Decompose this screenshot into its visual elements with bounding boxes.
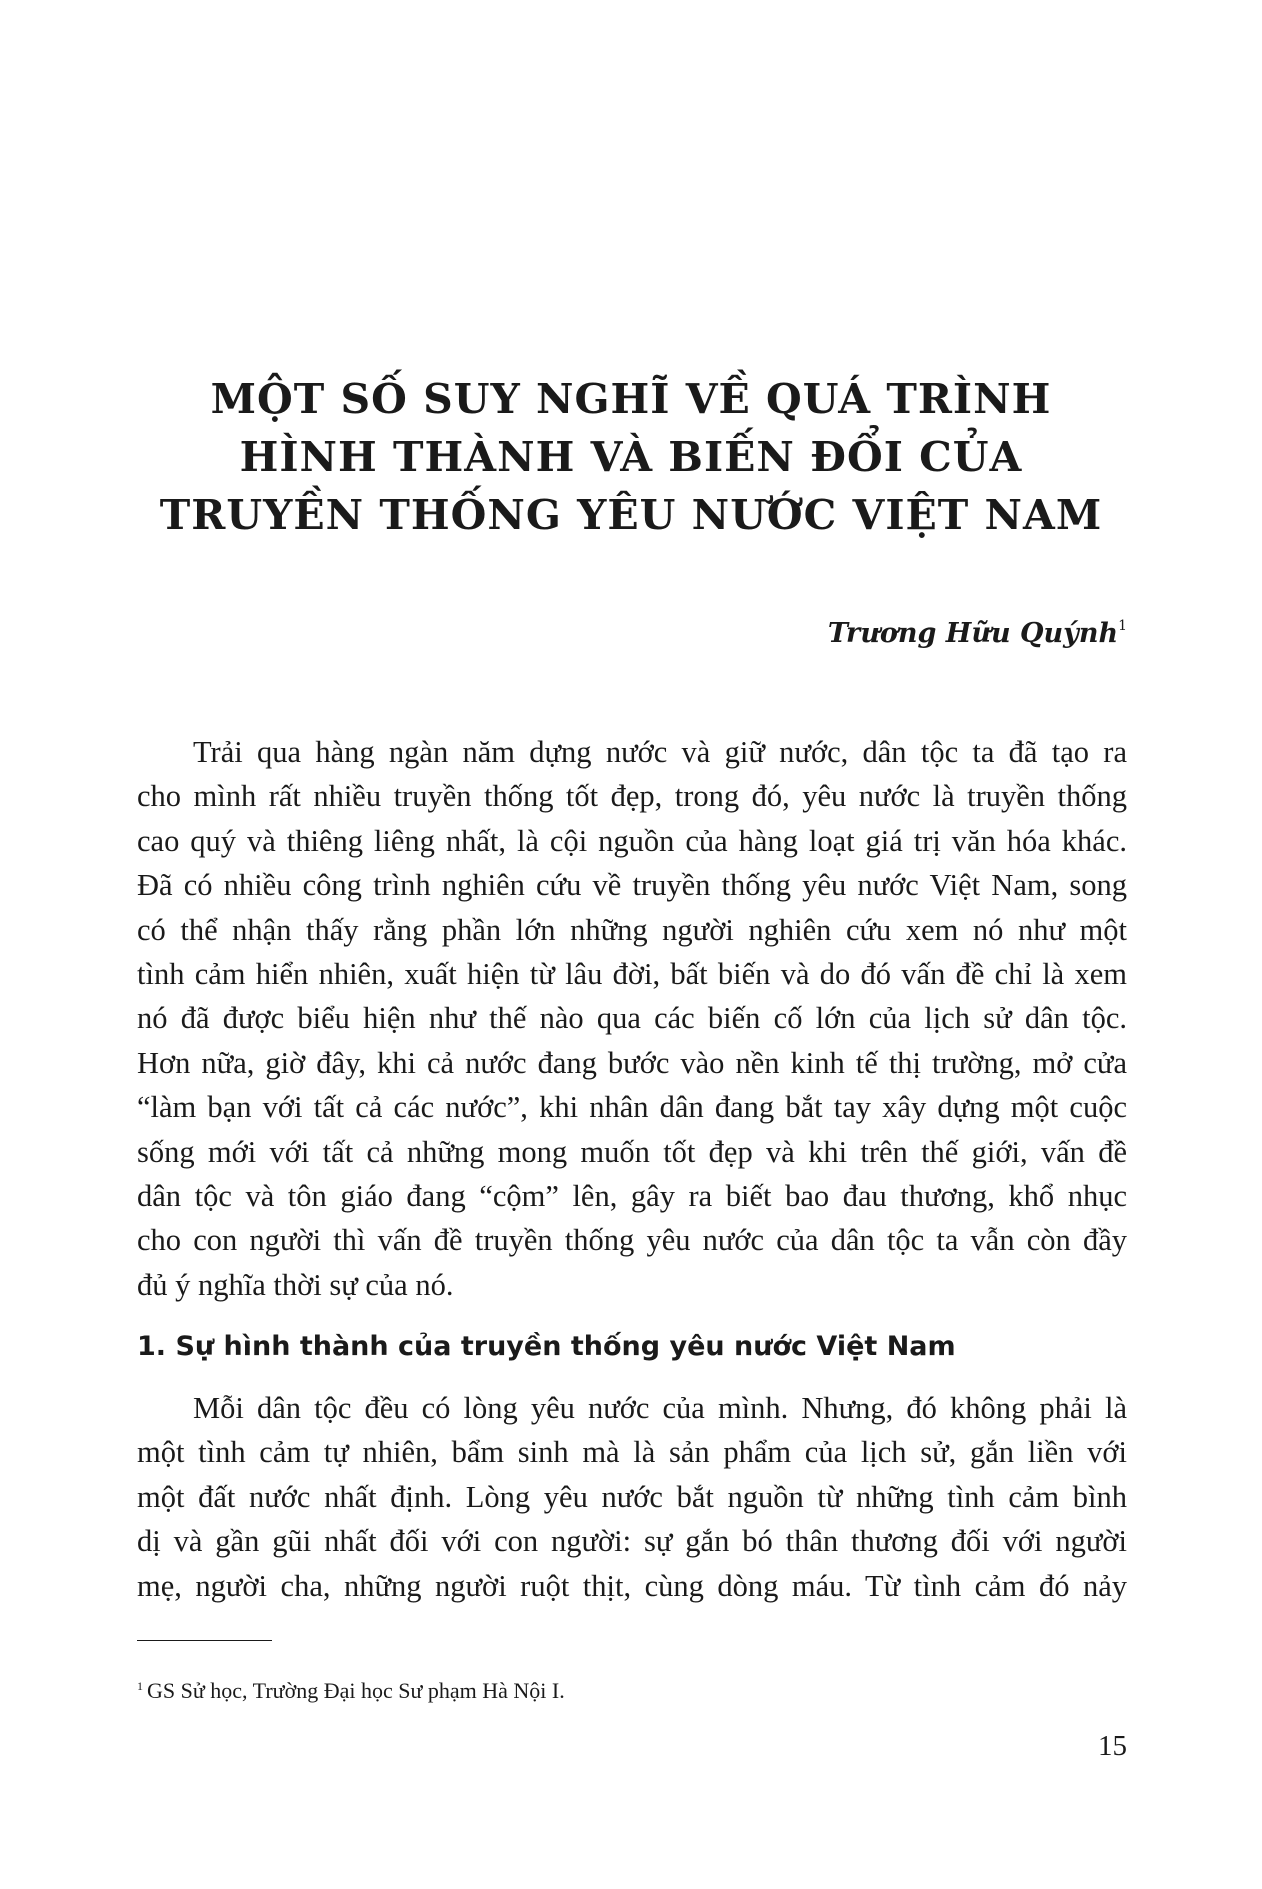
paragraph-line: Mỗi dân tộc đều có lòng yêu nước của mình. Nhưng, đó không phải là: [193, 1391, 1127, 1425]
title-line: MỘT SỐ SUY NGHĨ VỀ QUÁ TRÌNH: [210, 375, 1052, 423]
paragraph-line: dân tộc và tôn giáo đang “cộm” lên, gây ra biết bao đau thương, khổ nhục: [137, 1179, 1127, 1214]
author-footnote-mark: 1: [1118, 618, 1127, 634]
author-name: Trương Hữu Quýnh: [827, 618, 1119, 649]
footnote-text: GS Sử học, Trường Đại học Sư phạm Hà Nội I.: [147, 1678, 565, 1703]
paragraph-line: nó đã được biểu hiện như thế nào qua các biến cố lớn của lịch sử dân tộc.: [137, 1001, 1127, 1036]
section-paragraph: [137, 1386, 1127, 1608]
footnote-mark: 1: [137, 1679, 143, 1693]
footnote-divider: [137, 1640, 272, 1641]
intro-paragraph: [137, 730, 1127, 1307]
paragraph-line: “làm bạn với tất cả các nước”, khi nhân dân đang bắt tay xây dựng một cuộc: [137, 1090, 1127, 1125]
title-line: HÌNH THÀNH VÀ BIẾN ĐỔI CỦA: [239, 433, 1023, 481]
paragraph-line: một đất nước nhất định. Lòng yêu nước bắt nguồn từ những tình cảm bình: [137, 1479, 1127, 1514]
paragraph-line: tình cảm hiển nhiên, xuất hiện từ lâu đời, bất biến và do đó vấn đề chỉ là xem: [137, 957, 1127, 992]
paragraph-line: cho con người thì vấn đề truyền thống yêu nước của dân tộc ta vẫn còn đầy: [137, 1223, 1127, 1258]
paragraph-line: Trải qua hàng ngàn năm dựng nước và giữ nước, dân tộc ta đã tạo ra: [193, 735, 1127, 769]
article-title: [120, 370, 1142, 544]
author-byline: [828, 618, 1127, 649]
paragraph-line: sống mới với tất cả những mong muốn tốt đẹp và khi trên thế giới, vấn đề: [137, 1134, 1127, 1169]
title-line: TRUYỀN THỐNG YÊU NƯỚC VIỆT NAM: [159, 491, 1103, 539]
paragraph-line: có thể nhận thấy rằng phần lớn những người nghiên cứu xem nó như một: [137, 912, 1127, 947]
section-heading: 1. Sự hình thành của truyền thống yêu nước Việt Nam: [137, 1331, 956, 1362]
paragraph-line: dị và gần gũi nhất đối với con người: sự gắn bó thân thương đối với người: [137, 1524, 1127, 1559]
paragraph-line: Hơn nữa, giờ đây, khi cả nước đang bước vào nền kinh tế thị trường, mở cửa: [137, 1045, 1127, 1080]
footnote: [137, 1678, 565, 1704]
paragraph-line: cho mình rất nhiều truyền thống tốt đẹp, trong đó, yêu nước là truyền thống: [137, 779, 1127, 814]
paragraph-line: Đã có nhiều công trình nghiên cứu về truyền thống yêu nước Việt Nam, song: [137, 868, 1127, 903]
page-number: 15: [1098, 1730, 1127, 1762]
paragraph-line: một tình cảm tự nhiên, bẩm sinh mà là sản phẩm của lịch sử, gắn liền với: [137, 1435, 1127, 1470]
paragraph-line: đủ ý nghĩa thời sự của nó.: [137, 1267, 454, 1302]
paragraph-line: cao quý và thiêng liêng nhất, là cội nguồn của hàng loạt giá trị văn hóa khác.: [137, 823, 1127, 858]
paragraph-line: mẹ, người cha, những người ruột thịt, cùng dòng máu. Từ tình cảm đó nảy: [137, 1568, 1127, 1603]
